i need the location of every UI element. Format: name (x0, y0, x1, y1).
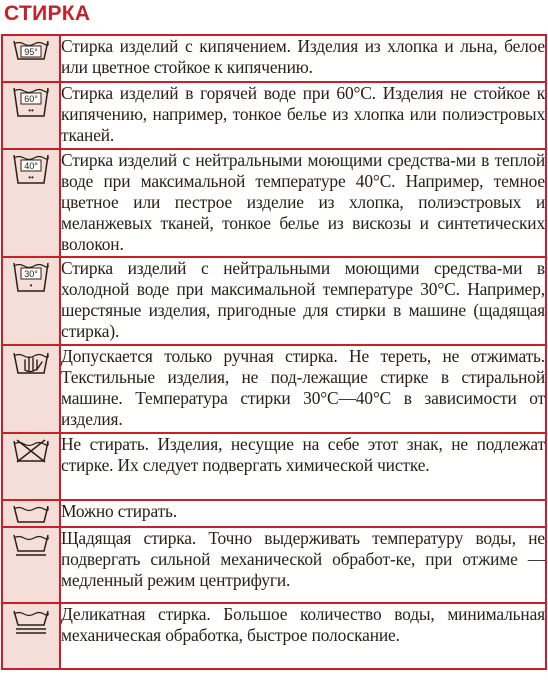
wash-30-icon (11, 260, 51, 294)
row-text: Не стирать. Изделия, несущие на себе этот знак, не подлежат стирке. Их следует подвергать химической чистке. (60, 433, 546, 500)
symbol-cell (2, 149, 60, 257)
table-row (2, 149, 546, 257)
dots-label: •• (28, 173, 34, 182)
table-row (2, 527, 546, 603)
row-text: Стирка изделий с нейтральными моющими средства-ми в холодной воде при максимальной температуре 30°C. Например, шерстяные изделия, пригодные для стирки в машине (щадящая стирка). (60, 257, 546, 345)
temp-label: 60° (24, 94, 38, 104)
row-text: Допускается только ручная стирка. Не тереть, не отжимать. Текстильные изделия, не под-лежащие стирке в стиральной машине. Температура стирки 30°C—40°C в зависимости от изделия. (60, 345, 546, 433)
symbol-cell (2, 603, 60, 669)
dots-label: • (29, 281, 33, 290)
row-text: Можно стирать. (60, 500, 546, 527)
section-title: СТИРКА (4, 2, 91, 25)
wash-40-icon (11, 152, 51, 186)
temp-label: 30° (24, 269, 38, 279)
delicate-wash-icon (11, 606, 51, 638)
row-text: Щадящая стирка. Точно выдерживать температуру воды, не подвергать сильной механической обработ-ке, при отжиме — медленный режим центрифуги. (60, 527, 546, 603)
row-text: Стирка изделий с кипячением. Изделия из хлопка и льна, белое или цветное стойкое к кипячению. (60, 35, 546, 82)
symbol-cell (2, 345, 60, 433)
table-row (2, 433, 546, 500)
do-not-wash-icon (11, 436, 51, 464)
table-row (2, 500, 546, 527)
row-text: Деликатная стирка. Большое количество воды, минимальная механическая обработка, быстрое полоскание. (60, 603, 546, 669)
table-row (2, 82, 546, 149)
dots-label: •• (28, 106, 34, 115)
symbol-cell (2, 433, 60, 500)
symbol-cell (2, 500, 60, 527)
table-row (2, 345, 546, 433)
hand-wash-icon (11, 348, 51, 376)
table-row (2, 35, 546, 82)
wash-95-icon (11, 38, 51, 62)
row-text: Стирка изделий с нейтральными моющими средства-ми в теплой воде при максимальной температуре 40°C. Например, темное цветное или пестрое изделие из хлопка, полиэстровых и меланжевых тканей, тонкое белье из вискозы и синтетических волокон. (60, 149, 546, 257)
table-row (2, 257, 546, 345)
wash-60-icon (11, 85, 51, 119)
symbol-cell (2, 527, 60, 603)
symbol-cell (2, 35, 60, 82)
symbol-cell (2, 82, 60, 149)
wash-symbols-table (1, 34, 547, 670)
row-text: Стирка изделий в горячей воде при 60°C. Изделия не стойкое к кипячению, например, тонкое белье из хлопка или полиэстровых тканей. (60, 82, 546, 149)
temp-label: 95° (24, 47, 38, 57)
gentle-wash-icon (11, 530, 51, 560)
washable-icon (11, 503, 51, 525)
table-row (2, 603, 546, 669)
symbol-cell (2, 257, 60, 345)
temp-label: 40° (24, 161, 38, 171)
